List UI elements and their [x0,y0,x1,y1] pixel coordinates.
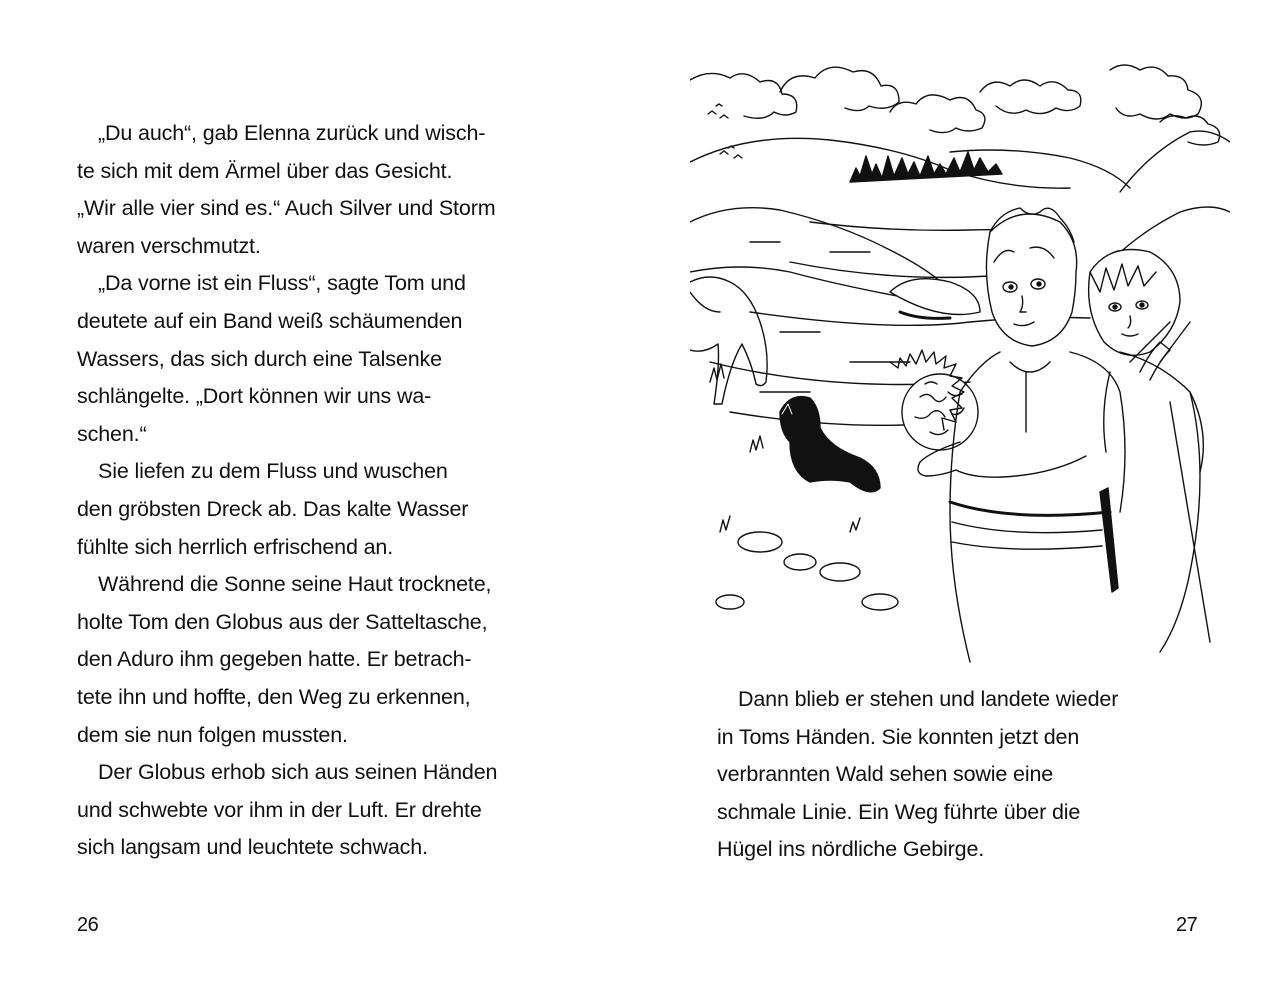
text-line: und schwebte vor ihm in der Luft. Er drehte [77,797,482,822]
page-number-left: 26 [77,914,99,936]
text-line: fühlte sich herrlich erfrischend an. [77,534,394,559]
text-line: Sie liefen zu dem Fluss und wuschen [98,459,448,484]
text-line: „Wir alle vier sind es.“ Auch Silver und Storm [77,196,496,221]
text-line: schlängelte. „Dort können wir uns wa- [77,384,432,409]
text-line: holte Tom den Globus aus der Satteltasche, [77,609,488,634]
text-line: schmale Linie. Ein Weg führte über die [717,799,1081,824]
right-page [640,0,1280,999]
text-line: deutete auf ein Band weiß schäumenden [77,308,463,333]
text-line: Wassers, das sich durch eine Talsenke [77,346,442,371]
text-line: „Du auch“, gab Elenna zurück und wisch- [98,121,486,145]
text-line: Während die Sonne seine Haut trocknete, [98,572,492,597]
text-line: „Da vorne ist ein Fluss“, sagte Tom und [98,271,466,296]
text-line: den Aduro ihm gegeben hatte. Er betrach- [77,647,472,672]
page-number-right: 27 [1176,914,1198,936]
text-line: te sich mit dem Ärmel über das Gesicht. [77,158,453,183]
illustration [690,62,1230,667]
text-line: den gröbsten Dreck ab. Das kalte Wasser [77,496,469,521]
text-line: schen.“ [77,421,147,446]
text-line: in Toms Händen. Sie konnten jetzt den [717,724,1080,749]
text-line: Der Globus erhob sich aus seinen Händen [98,760,498,785]
text-line: waren verschmutzt. [77,233,261,258]
text-line: Hügel ins nördliche Gebirge. [717,837,985,862]
right-page-text [717,681,1217,869]
left-page-text [77,115,577,867]
text-line: Dann blieb er stehen und landete wieder [738,687,1119,711]
text-line: dem sie nun folgen mussten. [77,722,348,747]
text-line: verbrannten Wald sehen sowie eine [717,762,1054,787]
text-line: tete ihn und hoffte, den Weg zu erkennen, [77,684,471,709]
text-line: sich langsam und leuchtete schwach. [77,835,428,860]
ink-illustration-graphic [690,62,1230,667]
